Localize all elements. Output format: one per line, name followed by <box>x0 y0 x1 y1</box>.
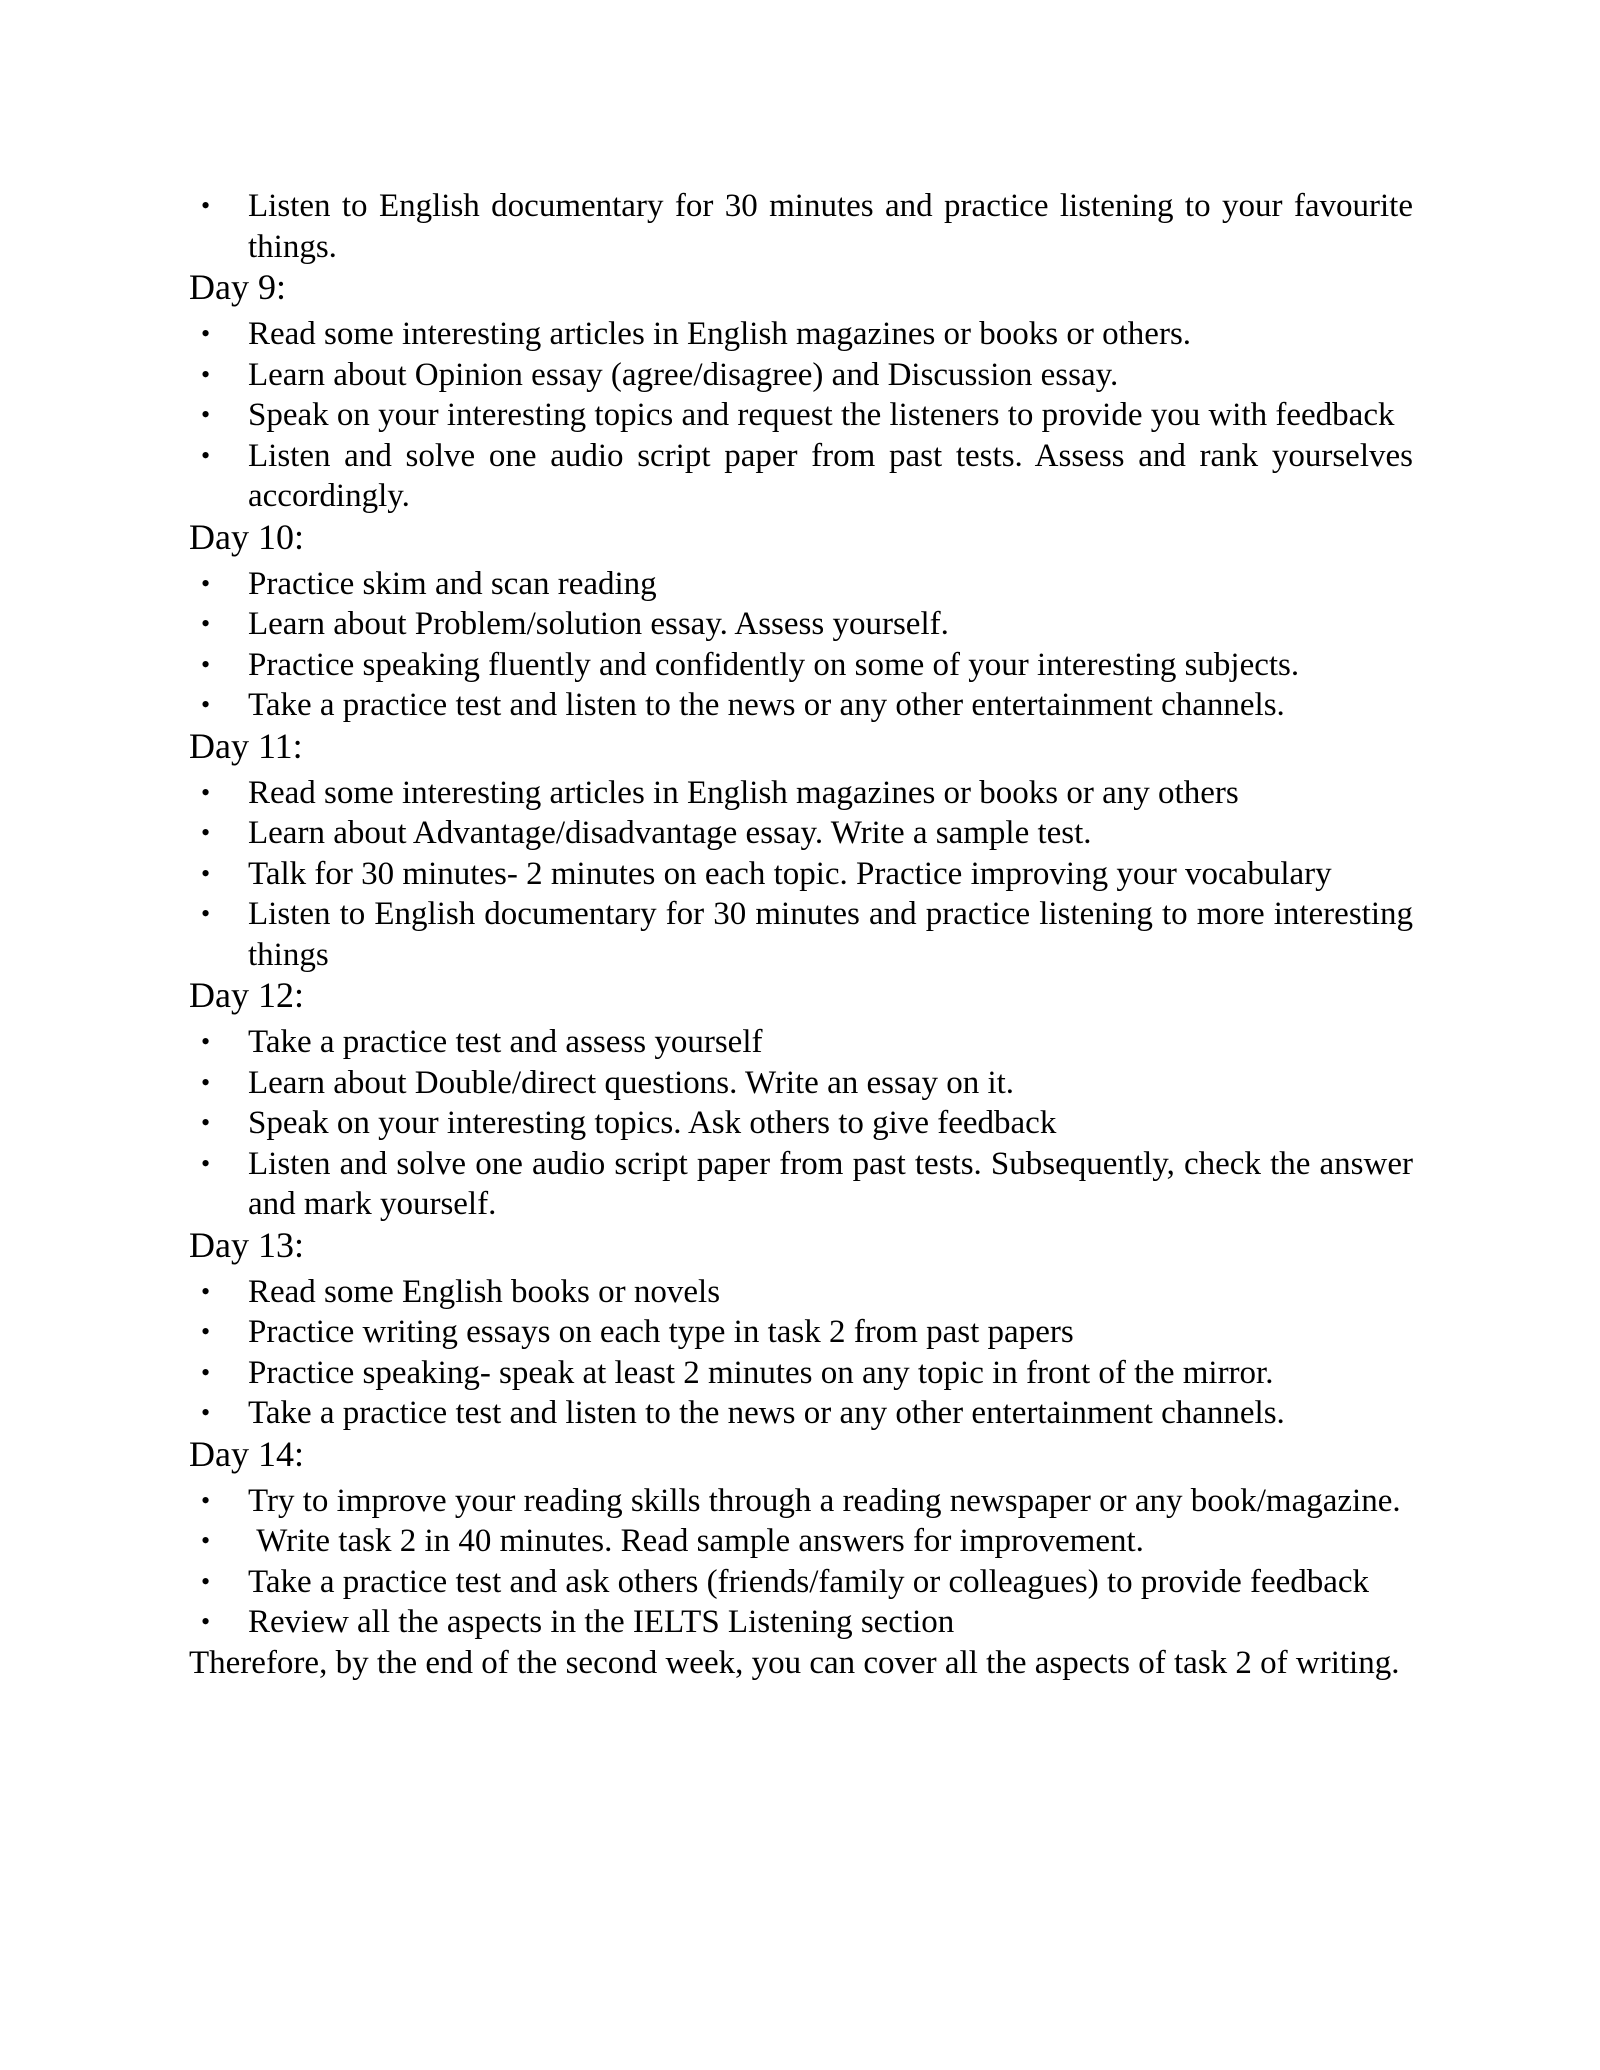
bullet-icon: • <box>201 1027 211 1056</box>
conclusion-paragraph: Therefore, by the end of the second week, you can cover all the aspects of task 2 of writing. <box>189 1644 1400 1681</box>
bullet-icon: • <box>201 440 211 470</box>
bullet-icon: • <box>201 319 211 348</box>
list-item-text: Speak on your interesting topics and request the listeners to provide you with feedback <box>248 397 1395 433</box>
day-task-list <box>189 564 1413 726</box>
list-item <box>189 1103 1413 1144</box>
list-item <box>189 564 1413 605</box>
day-heading: Day 12: <box>189 975 304 1015</box>
list-item-text: Listen and solve one audio script paper from past tests. Assess and rank yourselves accordingly. <box>248 437 1413 514</box>
list-item <box>189 854 1413 895</box>
bullet-icon: • <box>201 899 211 928</box>
list-item <box>189 685 1413 726</box>
bullet-icon: • <box>201 1108 211 1137</box>
day-heading: Day 10: <box>189 516 304 557</box>
list-item <box>189 604 1413 645</box>
bullet-icon: • <box>201 609 211 638</box>
bullet-icon: • <box>201 359 211 389</box>
list-item-text: Take a practice test and listen to the news or any other entertainment channels. <box>248 1395 1285 1431</box>
bullet-icon: • <box>201 858 211 888</box>
list-item-text: Listen and solve one audio script paper from past tests. Subsequently, check the answer and mark yourself. <box>248 1145 1413 1222</box>
list-item-text: Read some interesting articles in English magazines or books or any others <box>248 774 1239 811</box>
list-item <box>189 314 1413 355</box>
list-item-text: Listen to English documentary for 30 minutes and practice listening to more interesting things <box>248 896 1413 973</box>
list-item <box>189 1521 1413 1562</box>
bullet-icon: • <box>201 1607 211 1636</box>
day-heading: Day 13: <box>189 1224 304 1265</box>
bullet-icon: • <box>201 400 211 429</box>
bullet-icon: • <box>201 1276 211 1306</box>
day-heading: Day 11: <box>189 725 303 766</box>
list-item <box>189 395 1413 436</box>
bullet-icon: • <box>201 1526 211 1555</box>
list-item <box>189 1602 1413 1643</box>
list-item <box>189 436 1413 517</box>
list-item-text: Take a practice test and assess yourself <box>248 1024 763 1060</box>
list-item-text: Practice skim and scan reading <box>248 565 657 602</box>
list-item <box>189 1562 1413 1603</box>
day-task-list <box>189 1022 1413 1225</box>
list-item-text: Learn about Problem/solution essay. Assess yourself. <box>248 606 949 642</box>
list-item <box>189 813 1413 854</box>
bullet-icon: • <box>201 191 211 220</box>
list-item <box>189 773 1413 814</box>
intro-list <box>189 186 1413 267</box>
list-item <box>189 1353 1413 1394</box>
day-task-list <box>189 314 1413 517</box>
day-task-list <box>189 773 1413 976</box>
day-task-list <box>189 1272 1413 1434</box>
list-item <box>189 1063 1413 1104</box>
bullet-icon: • <box>201 1398 211 1427</box>
bullet-icon: • <box>201 649 211 679</box>
bullet-icon: • <box>201 1067 211 1097</box>
bullet-icon: • <box>201 1485 211 1515</box>
bullet-icon: • <box>201 568 211 598</box>
list-item-text: Read some English books or novels <box>248 1273 721 1310</box>
list-item-text: Practice speaking- speak at least 2 minutes on any topic in front of the mirror. <box>248 1354 1274 1391</box>
bullet-icon: • <box>201 1566 211 1596</box>
list-item-text: Practice writing essays on each type in task 2 from past papers <box>248 1314 1074 1350</box>
list-item <box>189 1272 1413 1313</box>
list-item <box>189 894 1413 975</box>
list-item-text: Read some interesting articles in English magazines or books or others. <box>248 316 1192 352</box>
bullet-icon: • <box>201 690 211 719</box>
list-item <box>189 355 1413 396</box>
bullet-icon: • <box>201 1317 211 1346</box>
list-item-text: Learn about Opinion essay (agree/disagree) and Discussion essay. <box>248 356 1119 393</box>
list-item <box>189 1481 1413 1522</box>
list-item <box>189 1312 1413 1353</box>
day-heading: Day 14: <box>189 1433 304 1474</box>
bullet-icon: • <box>201 777 211 807</box>
list-item <box>189 645 1413 686</box>
list-item-text: Practice speaking fluently and confidently on some of your interesting subjects. <box>248 646 1300 683</box>
list-item-text: Try to improve your reading skills through a reading newspaper or any book/magazine. <box>248 1482 1401 1519</box>
day-heading: Day 9: <box>189 267 286 307</box>
document-page <box>189 186 1413 1683</box>
list-item-text: Talk for 30 minutes- 2 minutes on each topic. Practice improving your vocabulary <box>248 855 1332 892</box>
list-item-text: Review all the aspects in the IELTS Listening section <box>248 1604 955 1640</box>
list-item-text: Learn about Advantage/disadvantage essay. Write a sample test. <box>248 815 1092 851</box>
list-item-text: Speak on your interesting topics. Ask others to give feedback <box>248 1105 1057 1141</box>
list-item <box>189 1393 1413 1434</box>
list-item-text: Take a practice test and listen to the news or any other entertainment channels. <box>248 687 1285 723</box>
list-item-text: Take a practice test and ask others (friends/family or colleagues) to provide feedback <box>248 1563 1370 1600</box>
list-item <box>189 1022 1413 1063</box>
list-item-text: Write task 2 in 40 minutes. Read sample answers for improvement. <box>248 1523 1144 1559</box>
list-item <box>189 186 1413 267</box>
day-task-list <box>189 1481 1413 1643</box>
list-item-text: Learn about Double/direct questions. Write an essay on it. <box>248 1064 1015 1101</box>
bullet-icon: • <box>201 1148 211 1178</box>
bullet-icon: • <box>201 818 211 847</box>
list-item-text: Listen to English documentary for 30 minutes and practice listening to your favourite things. <box>248 188 1413 265</box>
bullet-icon: • <box>201 1357 211 1387</box>
list-item <box>189 1144 1413 1225</box>
